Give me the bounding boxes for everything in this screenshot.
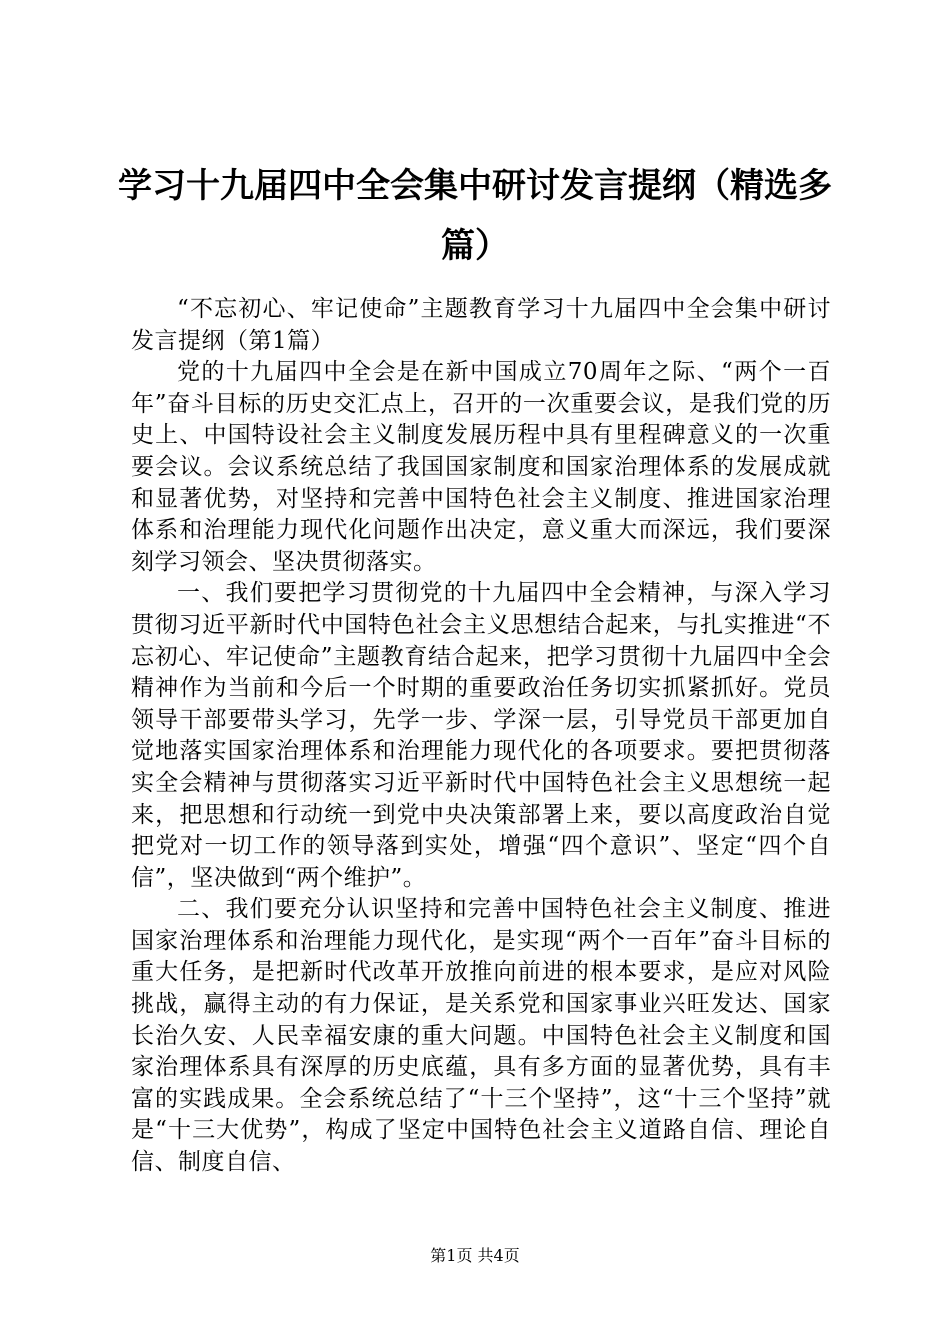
paragraph-point-two: 二、我们要充分认识坚持和完善中国特色社会主义制度、推进国家治理体系和治理能力现代化，是实现“两个一百年”奋斗目标的重大任务，是把新时代改革开放推向前进的根本要求，是应对风险挑战，赢得主动的有力保证，是关系党和国家事业兴旺发达、国家长治久安、人民幸福安康的重大问题。中国特色社会主义制度和国家治理体系具有深厚的历史底蕴，具有多方面的显著优势，具有丰富的实践成果。全会系统总结了“十三个坚持”，这“十三个坚持”就是“十三大优势”，构成了坚定中国特色社会主义道路自信、理论自信、制度自信、 xyxy=(131,896,831,1176)
page-footer: 第1页 共4页 xyxy=(430,1246,520,1265)
document-title: 学习十九届四中全会集中研讨发言提纲（精选多篇） xyxy=(118,166,832,266)
document-body xyxy=(131,294,831,1179)
paragraph-intro: 党的十九届四中全会是在新中国成立70周年之际、“两个一百年”奋斗目标的历史交汇点上，召开的一次重要会议，是我们党的历史上、中国特设社会主义制度发展历程中具有里程碑意义的一次重要会议。会议系统总结了我国国家制度和国家治理体系的发展成就和显著优势，对坚持和完善中国特色社会主义制度、推进国家治理体系和治理能力现代化问题作出决定，意义重大而深远，我们要深刻学习领会、坚决贯彻落实。 xyxy=(131,359,831,575)
paragraph-subtitle: “不忘初心、牢记使命”主题教育学习十九届四中全会集中研讨发言提纲（第1篇） xyxy=(131,296,831,354)
paragraph-point-one: 一、我们要把学习贯彻党的十九届四中全会精神，与深入学习贯彻习近平新时代中国特色社会主义思想结合起来，与扎实推进“不忘初心、牢记使命”主题教育结合起来，把学习贯彻十九届四中全会精神作为当前和今后一个时期的重要政治任务切实抓紧抓好。党员领导干部要带头学习，先学一步、学深一层，引导党员干部更加自觉地落实国家治理体系和治理能力现代化的各项要求。要把贯彻落实全会精神与贯彻落实习近平新时代中国特色社会主义思想统一起来，把思想和行动统一到党中央决策部署上来，要以高度政治自觉把党对一切工作的领导落到实处，增强“四个意识”、坚定“四个自信”，坚决做到“两个维护”。 xyxy=(131,580,831,891)
